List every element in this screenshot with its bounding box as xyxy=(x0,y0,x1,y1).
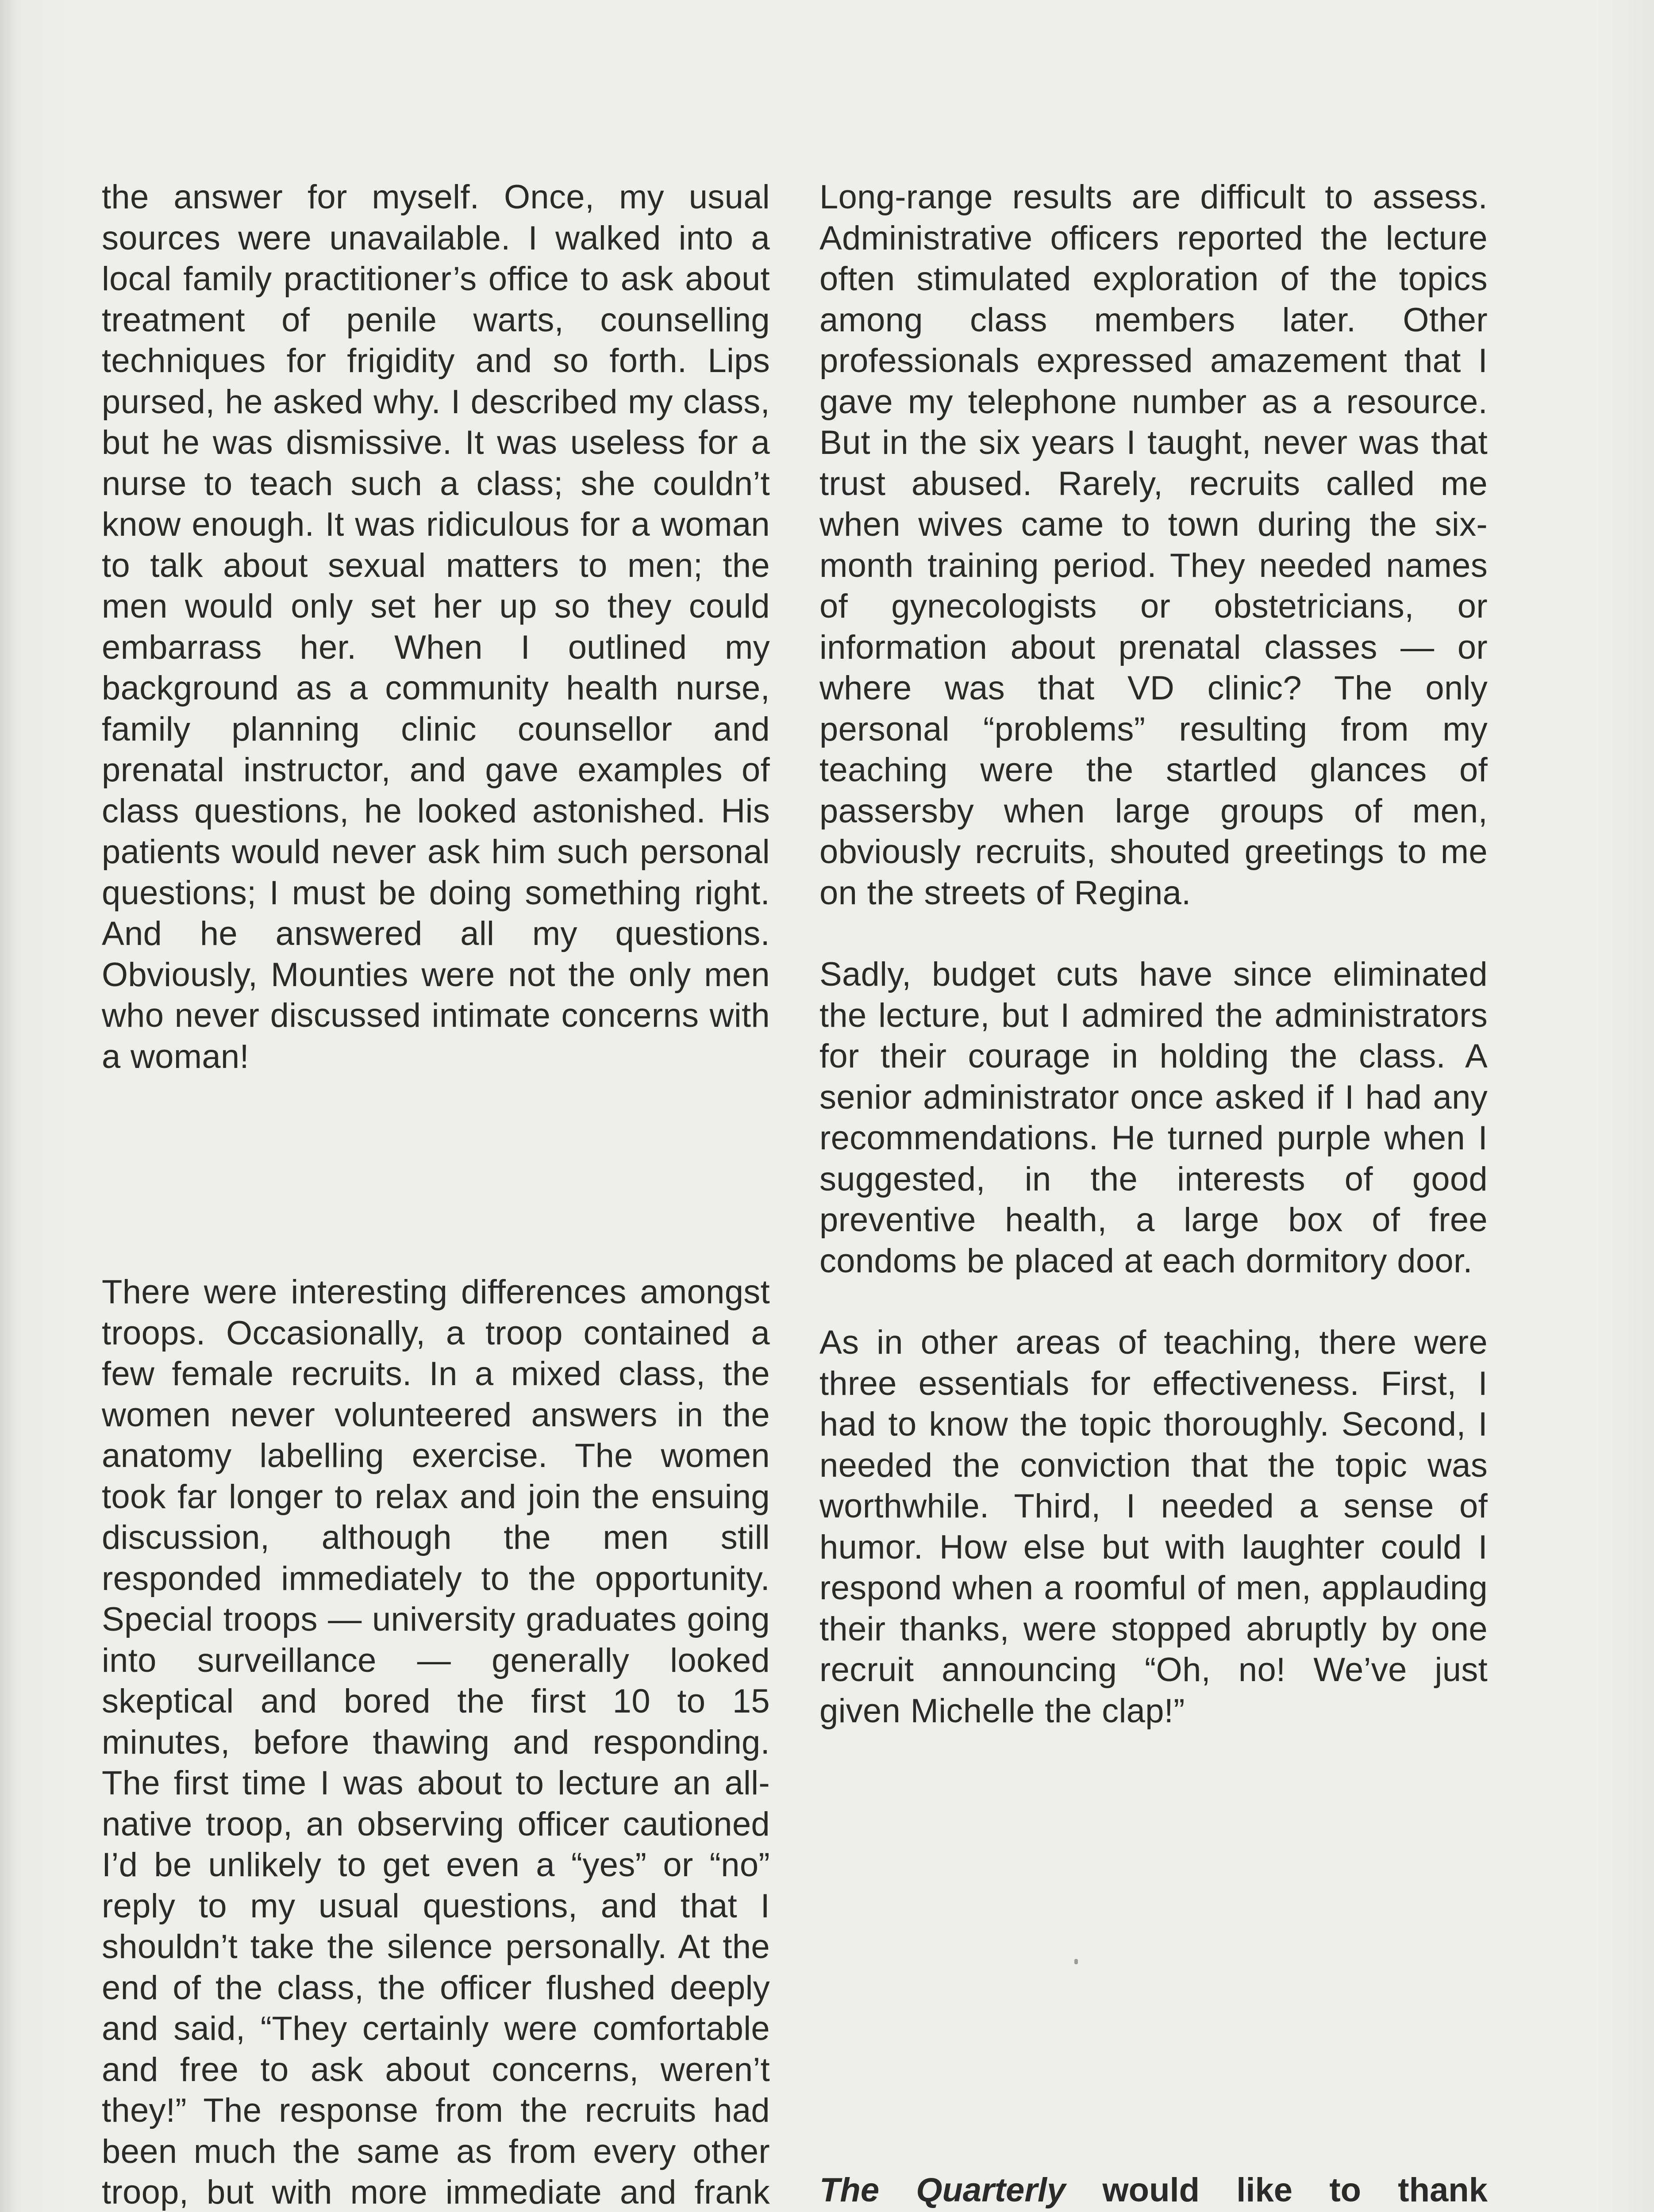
acknowledgement-text: would like to thank xyxy=(1102,2171,1488,2209)
left-column xyxy=(102,177,770,2212)
paragraph-gap xyxy=(819,1282,1488,1322)
paragraph-gap xyxy=(102,1077,770,1272)
paragraph: the answer for myself. Once, my usual sources were unavailable. I walked into a local family practitioner’s office to ask about treatment of penile warts, counselling techniques for frigidity and so forth. Lips pursed, he asked why. I described my class, but he was dismissive. It was useless for a nurse to teach such a class; she couldn’t know enough. It was ridiculous for a woman to talk about sexual matters to men; the men would only set her up so they could embarrass her. When I outlined my background as a community health nurse, family planning clinic counsellor and prenatal instructor, and gave examples of class questions, he looked astonished. His patients would never ask him such personal questions; I must be doing something right. And he answered all my questions. Obviously, Mounties were not the only men who never discussed intimate concerns with a woman! xyxy=(102,178,770,1075)
paragraph: Sadly, budget cuts have since eliminated the lecture, but I admired the administrators for their courage in holding the class. A senior administrator once asked if I had any recommendations. He turned purple when I suggested, in the interests of good preventive health, a large box of free condoms be placed at each dormitory door. xyxy=(819,956,1488,1280)
print-speck xyxy=(1074,1959,1078,1964)
acknowledgement-note xyxy=(819,2170,1488,2212)
paragraph: Long-range results are difficult to assess. Administrative officers reported the lecture often stimulated exploration of the topics among class members later. Other professionals expressed amazement that I gave my telephone number as a resource. But in the six years I taught, never was that trust abused. Rarely, recruits called me when wives came to town during the six-month training period. They needed names of gynecologists or obstetricians, or information about prenatal classes — or where was that VD clinic? The only personal “problems” resulting from my teaching were the startled glances of passersby when large groups of men, obviously recruits, shouted greetings to me on the streets of Regina. xyxy=(819,178,1488,912)
right-column xyxy=(819,177,1488,1732)
paragraph: There were interesting differences amongst troops. Occasionally, a troop contained a few female recruits. In a mixed class, the women never volunteered answers in the anatomy labelling exercise. The women took far longer to relax and join the ensuing discussion, although the men still responded immediately to the opportunity. Special troops — university graduates going into surveillance — generally looked skeptical and bored the first 10 to 15 minutes, before thawing and responding. The first time I was about to lecture an all-native troop, an observing officer cautioned I’d be unlikely to get even a “yes” or “no” reply to my usual questions, and that I shouldn’t take the silence personally. At the end of the class, the officer flushed deeply and said, “They certainly were comfortable and free to ask about concerns, weren’t they!” The response from the recruits had been much the same as from every other troop, but with more immediate and frank xyxy=(102,1273,770,2211)
paragraph-gap xyxy=(819,914,1488,954)
publication-name: The Quarterly xyxy=(819,2171,1066,2209)
paragraph: As in other areas of teaching, there were three essentials for effectiveness. First, I had to know the topic thoroughly. Second, I needed the conviction that the topic was worthwhile. Third, I needed a sense of humor. How else but with laughter could I respond when a roomful of men, applauding their thanks, were stopped abruptly by one recruit announcing “Oh, no! We’ve just given Michelle the clap!” xyxy=(819,1324,1488,1730)
